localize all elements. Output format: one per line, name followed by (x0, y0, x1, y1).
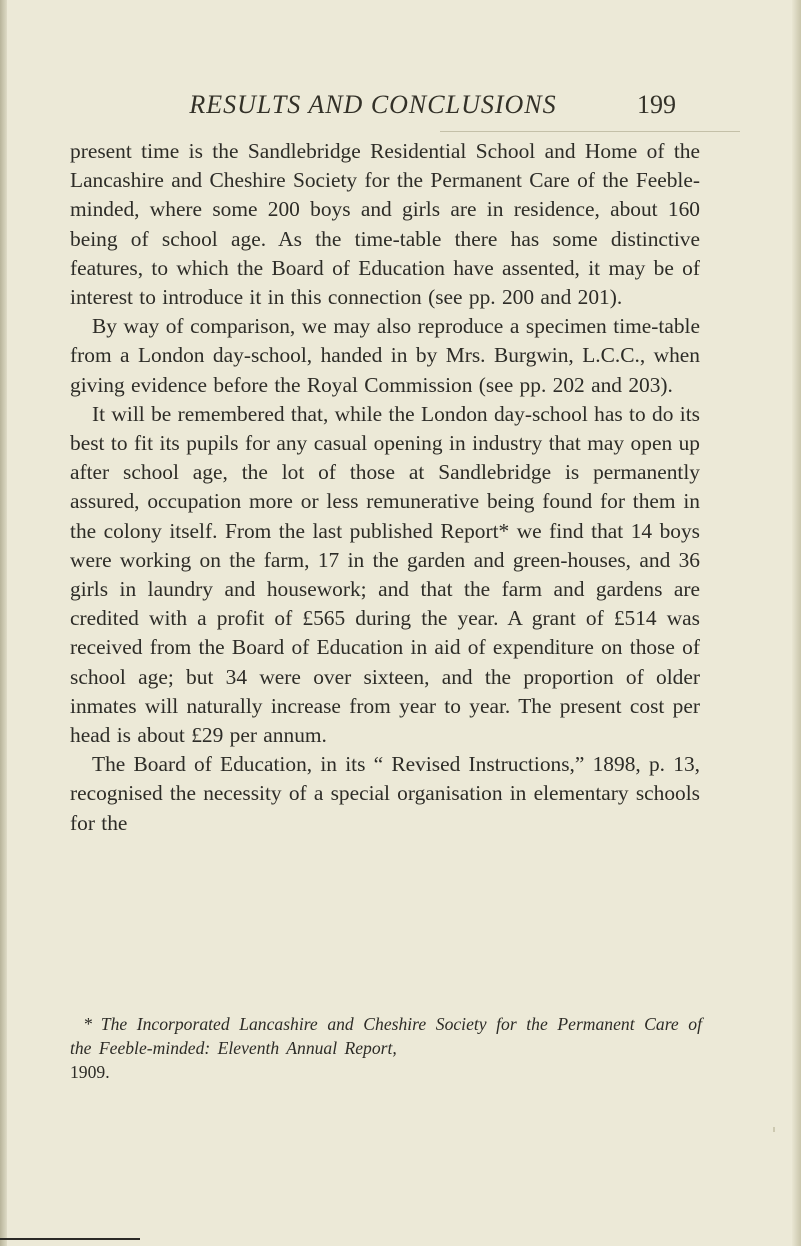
running-head: RESULTS AND CONCLUSIONS (189, 90, 557, 119)
paper-speck (773, 1127, 775, 1132)
page-number: 199 (637, 90, 676, 119)
footnote-marker: * (84, 1014, 93, 1034)
body-text (70, 137, 700, 838)
page-outer-edge (792, 0, 801, 1246)
paragraph: It will be remembered that, while the London day-school has to do its best to fit its pupils for any casual opening in industry that may open up after school age, the lot of those at Sandlebridge is permanently assured, occupation more or less remunerative being found for them in the colony itself. From the last published Report* we find that 14 boys were working on the farm, 17 in the garden and green-houses, and 36 girls in laundry and housework; and that the farm and gardens are credited with a profit of £565 during the year. A grant of £514 was received from the Board of Education in aid of expenditure on those of school age; but 34 were over sixteen, and the proportion of older inmates will naturally increase from year to year. The present cost per head is about £29 per annum. (70, 401, 700, 748)
footnote-citation: The Incorporated Lancashire and Cheshire Society for the Permanent Care of the Feeble-minded: Eleventh Annual Report, (70, 1014, 702, 1058)
page-header (70, 88, 676, 128)
footnote (70, 1012, 702, 1084)
paragraph: By way of comparison, we may also reproduce a specimen time-table from a London day-school, handed in by Mrs. Burgwin, L.C.C., when giving evidence before the Royal Commission (see pp. 202 and 203). (70, 314, 700, 397)
paragraph: The Board of Education, in its “ Revised Instructions,” 1898, p. 13, recognised the necessity of a special organisation in elementary schools for the (70, 752, 700, 835)
page-gutter-edge (0, 0, 7, 1246)
bottom-edge-mark (0, 1238, 140, 1240)
footnote-year: 1909. (70, 1062, 110, 1082)
header-rule (440, 131, 740, 132)
paragraph: present time is the Sandlebridge Residential School and Home of the Lancashire and Cheshire Society for the Permanent Care of the Feeble-minded, where some 200 boys and girls are in residence, about 160 being of school age. As the time-table there has some distinctive features, to which the Board of Education have assented, it may be of interest to introduce it in this connection (see pp. 200 and 201). (70, 139, 700, 310)
